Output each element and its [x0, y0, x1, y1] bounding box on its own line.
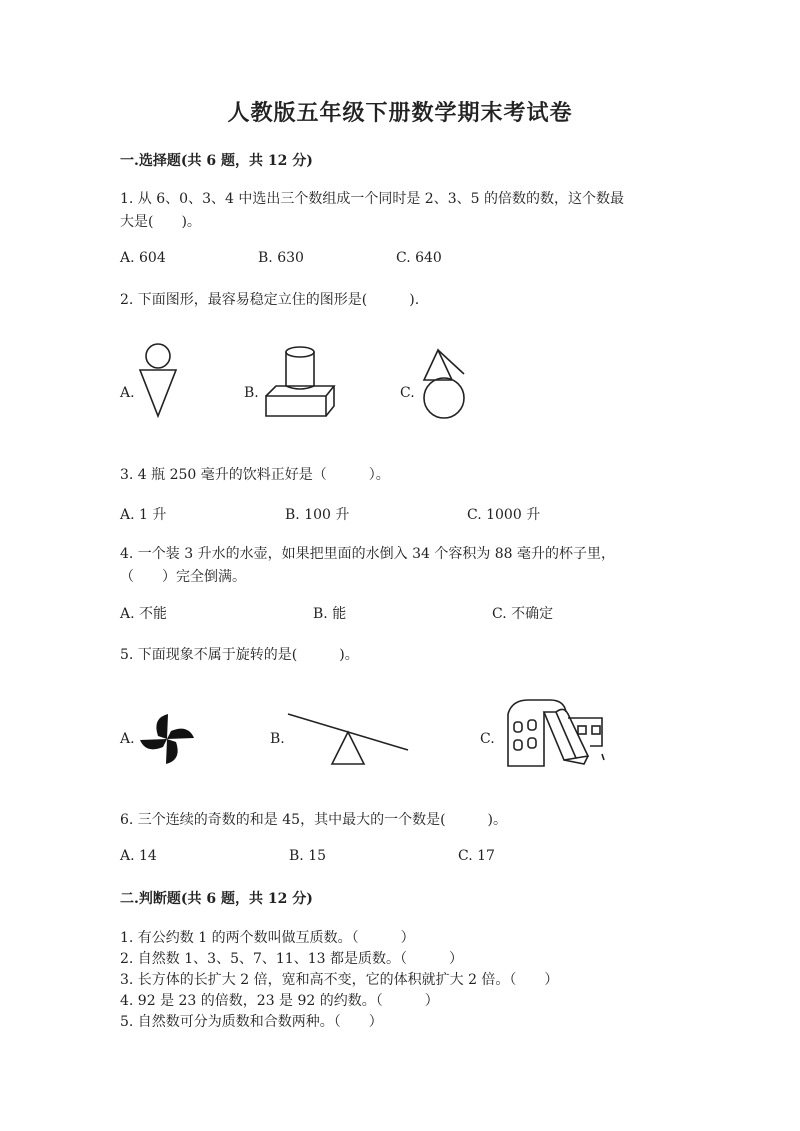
section-heading-true-false: 二.判断题(共 6 题，共 12 分): [120, 891, 313, 907]
question-1-option-a: A. 604: [120, 250, 166, 266]
question-3-option-c: C. 1000 升: [467, 507, 541, 523]
true-false-item-4: 4. 92 是 23 的倍数，23 是 92 的约数。（ ）: [120, 993, 439, 1009]
question-6-option-c: C. 17: [458, 848, 495, 864]
cone-on-sphere-figure: [420, 346, 468, 420]
pinwheel-figure: [138, 712, 196, 766]
seesaw-figure: [286, 710, 410, 768]
question-1-line-2: 大是( )。: [120, 214, 201, 230]
question-3-text: 3. 4 瓶 250 毫升的饮料正好是（ ）。: [120, 467, 390, 483]
page-title: 人教版五年级下册数学期末考试卷: [227, 100, 573, 126]
question-2-option-c: C.: [400, 385, 415, 401]
question-2-option-b: B.: [244, 385, 259, 401]
question-3-option-b: B. 100 升: [285, 507, 350, 523]
question-4-option-a: A. 不能: [120, 606, 168, 622]
playground-slide-figure: [498, 694, 608, 770]
question-3-option-a: A. 1 升: [120, 507, 167, 523]
question-4-line-2: （ ）完全倒满。: [120, 569, 246, 585]
question-4-option-b: B. 能: [313, 606, 347, 622]
question-2-option-a: A.: [120, 385, 135, 401]
true-false-item-1: 1. 有公约数 1 的两个数叫做互质数。（ ）: [120, 930, 415, 946]
question-5-option-a: A.: [120, 731, 135, 747]
question-1-option-c: C. 640: [396, 250, 442, 266]
true-false-item-2: 2. 自然数 1、3、5、7、11、13 都是质数。（ ）: [120, 951, 463, 967]
question-6-option-a: A. 14: [120, 848, 157, 864]
sphere-on-cone-figure: [136, 340, 180, 420]
cylinder-on-cuboid-figure: [264, 344, 336, 418]
question-1-line-1: 1. 从 6、0、3、4 中选出三个数组成一个同时是 2、3、5 的倍数的数，这个数最: [120, 191, 624, 207]
question-2-text: 2. 下面图形，最容易稳定立住的图形是( ).: [120, 292, 420, 308]
section-heading-choice: 一.选择题(共 6 题，共 12 分): [120, 153, 313, 169]
question-5-option-b: B.: [270, 731, 285, 747]
question-5-option-c: C.: [480, 731, 495, 747]
true-false-item-5: 5. 自然数可分为质数和合数两种。（ ）: [120, 1014, 383, 1030]
question-5-text: 5. 下面现象不属于旋转的是( )。: [120, 647, 359, 663]
question-6-option-b: B. 15: [289, 848, 327, 864]
question-4-option-c: C. 不确定: [492, 606, 554, 622]
question-4-line-1: 4. 一个装 3 升水的水壶，如果把里面的水倒入 34 个容积为 88 毫升的杯子里，: [120, 546, 616, 562]
question-1-option-b: B. 630: [258, 250, 304, 266]
true-false-item-3: 3. 长方体的长扩大 2 倍，宽和高不变，它的体积就扩大 2 倍。（ ）: [120, 972, 559, 988]
question-6-text: 6. 三个连续的奇数的和是 45，其中最大的一个数是( )。: [120, 812, 507, 828]
